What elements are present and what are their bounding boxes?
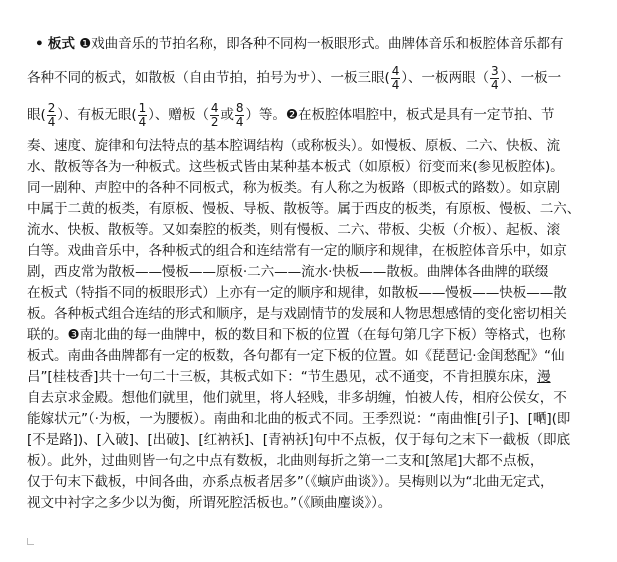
text-line-2 bbox=[27, 60, 597, 96]
text-line-17: 能嫁状元”（·为板，一为腰板）。南曲和北曲的板式不同。王季烈说：“南曲惟[引子]、[嗮](即 bbox=[27, 411, 571, 427]
fraction-4-2: $\frac{4}{2}$ bbox=[210, 100, 219, 129]
text-segment: ）、一板两眼（ bbox=[401, 70, 489, 86]
text-segment: ）、一板一 bbox=[500, 70, 562, 86]
text-segment: ）、有板无眼( bbox=[57, 107, 137, 123]
text-line-16: 自去京求金殿。想他们就里，他们就里，将人轻贱，非多胡缠，怕被人传，相府公侯女，不 bbox=[27, 390, 567, 406]
text-line-8: 流水、快板、散板等。又如秦腔的板类，则有慢板、二六、带板、尖板（介板）、起板、滚 bbox=[27, 222, 560, 238]
fraction-1-4: $\frac{1}{4}$ bbox=[138, 100, 147, 129]
text-line-3 bbox=[27, 96, 597, 134]
text-line-5: 水、散板等各为一种板式。这些板式皆由某种基本板式（如原板）衍变而来(参见板腔体)。 bbox=[27, 159, 564, 175]
fraction-4-4: $\frac{4}{4}$ bbox=[391, 63, 400, 92]
text-segment: 吕”[桂枝香]共十一句二十三板，其板式如下：“节生愚见，忒不通变，不肯担膜东床， bbox=[27, 369, 538, 385]
bullet: • bbox=[35, 36, 44, 52]
text-line-18: [不是路])、[入破]、[出破]、[红衲袄]、[青衲袄]句中不点板，仅于每句之末下一截板（即底 bbox=[27, 432, 571, 448]
text-segment: 各种不同的板式，如散板（自由节拍，拍号为サ）、一板三眼( bbox=[27, 70, 390, 86]
text-segment: 眼( bbox=[27, 107, 46, 123]
text-segment-underlined: 漫 bbox=[537, 369, 551, 385]
text-line-11: 在板式（特指不同的板眼形式）上亦有一定的顺序和规律，如散板——慢板——快板——散 bbox=[27, 285, 567, 301]
text-line-9: 白等。戏曲音乐中，各种板式的组合和连结常有一定的顺序和规律，在板腔体音乐中，如京 bbox=[27, 243, 567, 259]
text-line-7: 中属于二黄的板类，有原板、慢板、导板、散板等。属于西皮的板类，有原板、慢板、二六、 bbox=[27, 201, 581, 217]
text-line-4: 奏、速度、旋律和句法特点的基本腔调结构（或称板头）。如慢板、原板、二六、快板、流 bbox=[27, 138, 560, 154]
text-line-13: 联的。❸南北曲的每一曲牌中，板的数目和下板的位置（在每句第几字下板）等格式，也称 bbox=[27, 327, 566, 343]
text-segment: ）等。❷在板腔体唱腔中，板式是具有一定节拍、节 bbox=[245, 107, 555, 123]
text-segment: 或 bbox=[220, 107, 234, 123]
fraction-8-4: $\frac{8}{4}$ bbox=[235, 100, 244, 129]
text-segment: ）、赠板（ bbox=[148, 107, 209, 123]
text-line-19: 板）。此外，过曲则皆一句之中点有数板，北曲则每折之第一二支和[煞尾]大都不点板， bbox=[27, 453, 544, 469]
text-line-12: 板。各种板式组合连结的形式和顺序，是与戏剧情节的发展和人物思想感情的变化密切相关 bbox=[27, 306, 567, 322]
text-line-21: 视文中衬字之多少以为衡，所谓死腔活板也。”（《顾曲麈谈》）。 bbox=[27, 495, 392, 511]
text-line-14: 板式。南曲各曲牌都有一定的板数，各句都有一定下板的位置。如《琵琶记·金闺愁配》“仙 bbox=[27, 348, 565, 364]
text-line-1 bbox=[35, 34, 597, 54]
text-line-20: 仅于句末下截板，中间各曲，亦系点板者居多”（《螾庐曲谈》）。吴梅则以为“北曲无定式， bbox=[27, 474, 554, 490]
text-line-15 bbox=[27, 367, 597, 387]
text-line-10: 剧，西皮常为散板——慢板——原板·二六——流水·快板——散板。曲牌体各曲牌的联缀 bbox=[27, 264, 549, 280]
text-segment: ❶戏曲音乐的节拍名称，即各种不同构一板眼形式。曲牌体音乐和板腔体音乐都有 bbox=[79, 36, 564, 52]
page-corner-mark bbox=[27, 538, 34, 545]
text-line-6: 同一剧种、声腔中的各种不同板式，称为板类。有人称之为板路（即板式的路数）。如京剧 bbox=[27, 180, 560, 196]
term-heading: 板式 bbox=[47, 36, 75, 52]
fraction-3-4: $\frac{3}{4}$ bbox=[490, 63, 499, 92]
fraction-2-4: $\frac{2}{4}$ bbox=[47, 100, 56, 129]
